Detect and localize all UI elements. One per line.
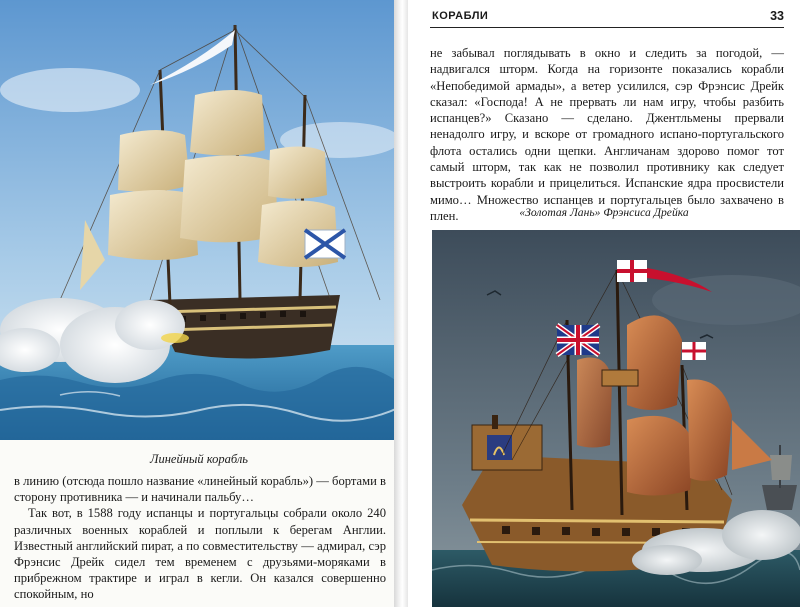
left-paragraph-continuation: в линию (отсюда пошло название «линейный корабль») — бортами в сторону противника — и начинали пальбу… (14, 474, 386, 505)
page-number: 33 (770, 9, 784, 23)
ship-of-the-line-illustration (0, 0, 398, 440)
section-title: КОРАБЛИ (432, 10, 489, 22)
running-header (430, 8, 784, 28)
golden-hind-illustration (432, 230, 800, 607)
left-page-text (14, 473, 386, 603)
left-paragraph-1588: Так вот, в 1588 году испанцы и португальцы собрали около 240 различных военных кораблей и поплыли к берегам Англии. Известный английский пират, а по совместительству — адмирал, сэр Фрэнсис Дрейк сидел тем временем с друзьями-моряками в прибрежном трактире и играл в кегли. Он казался совершенно спокойным, но (14, 506, 386, 602)
caption-ship-of-the-line: Линейный корабль (150, 452, 248, 466)
right-page-text: не забывал поглядывать в окно и следить за погодой, — надвигался шторм. Когда на горизонте показались корабли «Непобедимой армады», а ветер усилился, сэр Фрэнсис Дрейк сказал: «Господа! А не прервать ли нам игру, чтобы разбить испанцев?» Сказано — сделано. Джентльмены прервали ненадолго игру, и вскоре от громадного испано-португальского флота остались одни щепки. Англичанам здорово помог тот самый шторм, так как не позволил противнику как следует выстроить корабли и прицелиться. Испанские ядра просвистели мимо… Множество испанцев и португальцев было захвачено в плен. (430, 46, 784, 223)
left-page (0, 0, 398, 607)
caption-golden-hind: «Золотая Лань» Фрэнсиса Дрейка (519, 206, 689, 219)
right-page (408, 0, 800, 607)
book-gutter (394, 0, 408, 607)
